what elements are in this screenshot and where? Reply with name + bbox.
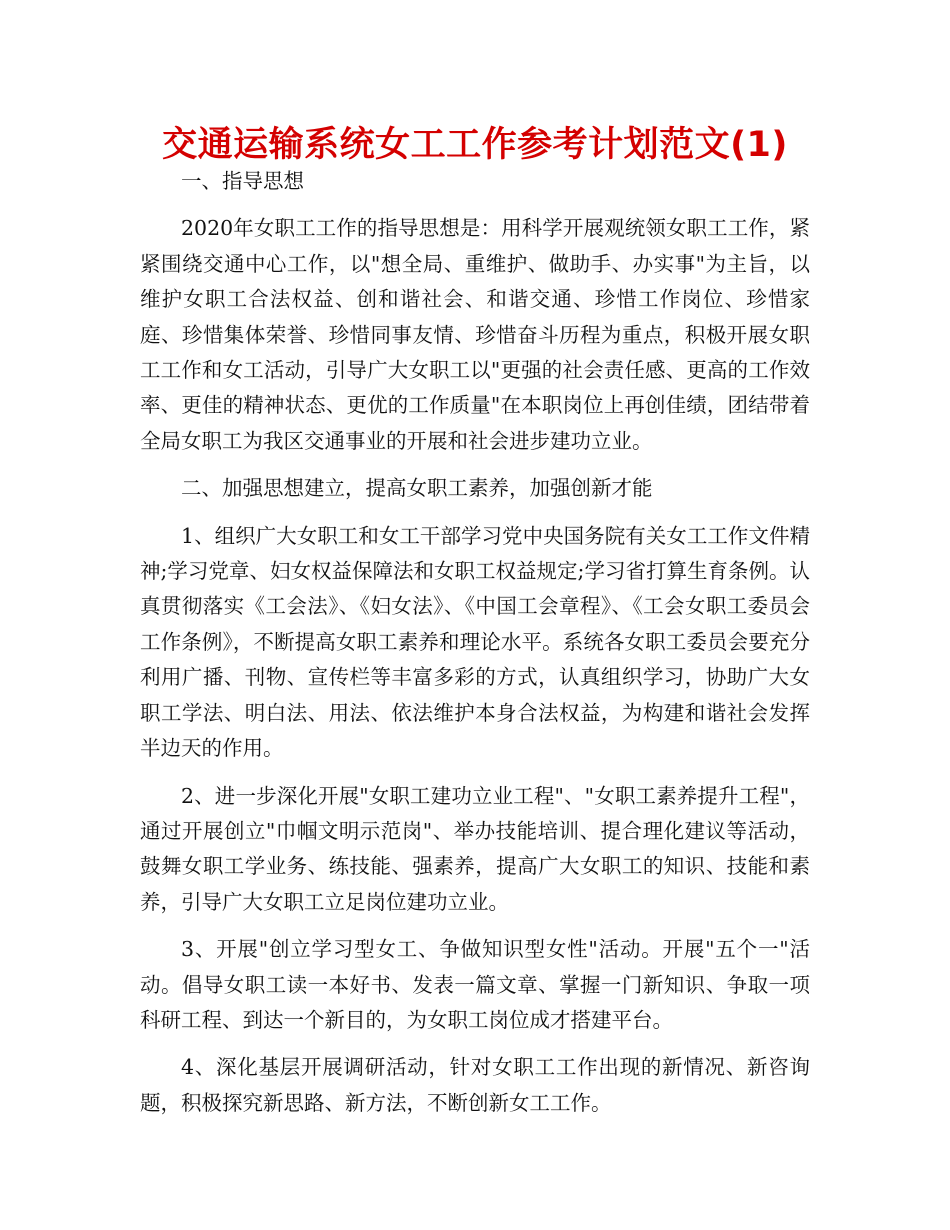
section-2-paragraph-3: 3、开展"创立学习型女工、争做知识型女性"活动。开展"五个一"活动。倡导女职工读一本好书、发表一篇文章、掌握一门新知识、争取一项科研工程、到达一个新目的，为女职工岗位成才搭建平台。 [140,937,810,1032]
section-2-heading: 二、加强思想建立，提高女职工素养，加强创新才能 [181,476,653,501]
document-body [140,164,810,1121]
section-2-paragraph-4: 4、深化基层开展调研活动，针对女职工工作出现的新情况、新咨询题，积极探究新思路、新方法，不断创新女工工作。 [140,1055,810,1115]
section-1-paragraph: 2020年女职工工作的指导思想是：用科学开展观统领女职工工作，紧紧围绕交通中心工作，以"想全局、重维护、做助手、办实事"为主旨，以维护女职工合法权益、创和谐社会、和谐交通、珍惜工作岗位、珍惜家庭、珍惜集体荣誉、珍惜同事友情、珍惜奋斗历程为重点，积极开展女职工工作和女工活动，引导广大女职工以"更强的社会责任感、更高的工作效率、更佳的精神状态、更优的工作质量"在本职岗位上再创佳绩，团结带着全局女职工为我区交通事业的开展和社会进步建功立业。 [140,216,810,453]
section-1-heading: 一、指导思想 [181,169,304,193]
document-title: 交通运输系统女工工作参考计划范文(1) [162,125,788,165]
section-2-paragraph-1: 1、组织广大女职工和女工干部学习党中央国务院有关女工工作文件精神;学习党章、妇女权益保障法和女职工权益规定;学习省打算生育条例。认真贯彻落实《工会法》、《妇女法》、《中国工会章程》、《工会女职工委员会工作条例》，不断提高女职工素养和理论水平。系统各女职工委员会要充分利用广播、刊物、宣传栏等丰富多彩的方式，认真组织学习，协助广大女职工学法、明白法、用法、依法维护本身合法权益，为构建和谐社会发挥半边天的作用。 [140,523,810,761]
section-2-paragraph-2: 2、进一步深化开展"女职工建功立业工程"、"女职工素养提升工程"，通过开展创立"巾帼文明示范岗"、举办技能培训、提合理化建议等活动，鼓舞女职工学业务、练技能、强素养，提高广大女职工的知识、技能和素养，引导广大女职工立足岗位建功立业。 [140,783,810,914]
